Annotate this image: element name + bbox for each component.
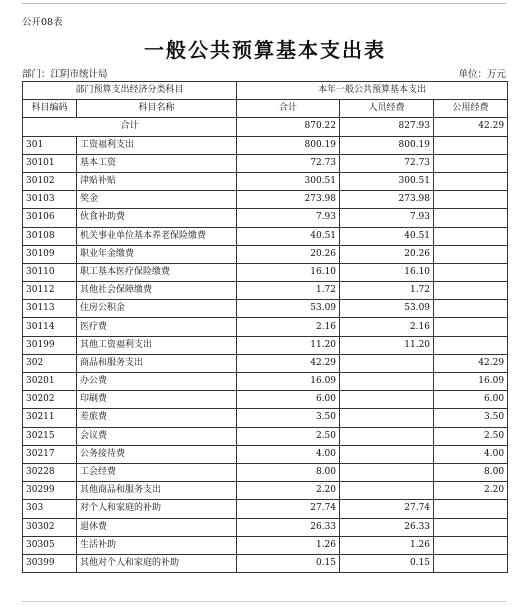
row-public: 4.00 (434, 445, 508, 463)
table-row (23, 427, 508, 445)
header-group-row (23, 82, 508, 100)
header-personnel: 人员经费 (340, 100, 434, 118)
row-code: 30103 (23, 191, 77, 209)
row-total: 6.00 (237, 391, 340, 409)
row-code: 30228 (23, 463, 77, 481)
row-total: 800.19 (237, 136, 340, 154)
row-name: 生活补助 (77, 536, 237, 554)
header-code: 科目编码 (23, 100, 77, 118)
table-row (23, 300, 508, 318)
row-total: 1.26 (237, 536, 340, 554)
row-total: 2.50 (237, 427, 340, 445)
row-code: 30101 (23, 154, 77, 172)
table-row (23, 227, 508, 245)
row-name: 职工基本医疗保险缴费 (77, 263, 237, 281)
row-code: 30113 (23, 300, 77, 318)
row-personnel (340, 391, 434, 409)
table-row (23, 391, 508, 409)
row-personnel: 27.74 (340, 500, 434, 518)
row-public: 2.50 (434, 427, 508, 445)
row-name: 住房公积金 (77, 300, 237, 318)
row-total: 20.26 (237, 245, 340, 263)
row-public (434, 209, 508, 227)
table-row (23, 209, 508, 227)
row-name: 印刷费 (77, 391, 237, 409)
row-total: 26.33 (237, 518, 340, 536)
department-label: 部门：江阴市统计局 (22, 69, 108, 80)
row-total: 27.74 (237, 500, 340, 518)
row-personnel: 20.26 (340, 245, 434, 263)
row-name: 公务接待费 (77, 445, 237, 463)
row-public: 3.50 (434, 409, 508, 427)
unit-label: 单位：万元 (458, 69, 506, 80)
row-name: 会议费 (77, 427, 237, 445)
row-name: 对个人和家庭的补助 (77, 500, 237, 518)
row-total: 3.50 (237, 409, 340, 427)
row-total: 11.20 (237, 336, 340, 354)
row-total: 42.29 (237, 354, 340, 372)
table-row (23, 336, 508, 354)
table-row (23, 518, 508, 536)
row-total: 2.20 (237, 482, 340, 500)
table-row (23, 500, 508, 518)
row-name: 工会经费 (77, 463, 237, 481)
row-personnel: 273.98 (340, 191, 434, 209)
row-name: 伙食补助费 (77, 209, 237, 227)
row-name: 其他工资福利支出 (77, 336, 237, 354)
header-group-basic-expenditure: 本年一般公共预算基本支出 (237, 82, 508, 100)
row-personnel (340, 463, 434, 481)
table-row (23, 373, 508, 391)
table-row (23, 172, 508, 190)
row-public (434, 136, 508, 154)
row-personnel: 800.19 (340, 136, 434, 154)
row-name: 其他商品和服务支出 (77, 482, 237, 500)
header-total: 合计 (237, 100, 340, 118)
row-personnel: 72.73 (340, 154, 434, 172)
total-row (23, 118, 508, 136)
table-row (23, 554, 508, 572)
row-code: 30110 (23, 263, 77, 281)
row-public: 16.09 (434, 373, 508, 391)
row-code: 30102 (23, 172, 77, 190)
row-name: 医疗费 (77, 318, 237, 336)
row-name: 其他社会保障缴费 (77, 282, 237, 300)
row-total: 16.10 (237, 263, 340, 281)
row-code: 30305 (23, 536, 77, 554)
row-public (434, 263, 508, 281)
row-total: 2.16 (237, 318, 340, 336)
expenditure-table (22, 81, 508, 573)
row-public (434, 336, 508, 354)
row-code: 30217 (23, 445, 77, 463)
row-code: 301 (23, 136, 77, 154)
table-row (23, 354, 508, 372)
row-personnel (340, 409, 434, 427)
table-row (23, 536, 508, 554)
table-row (23, 245, 508, 263)
row-code: 30201 (23, 373, 77, 391)
row-total: 300.51 (237, 172, 340, 190)
row-name: 机关事业单位基本养老保险缴费 (77, 227, 237, 245)
top-rule (22, 3, 506, 4)
row-total: 0.15 (237, 554, 340, 572)
header-column-row (23, 100, 508, 118)
header-group-economic-class: 部门预算支出经济分类科目 (23, 82, 237, 100)
row-public (434, 245, 508, 263)
table-row (23, 318, 508, 336)
row-personnel: 7.93 (340, 209, 434, 227)
table-row (23, 463, 508, 481)
row-public (434, 536, 508, 554)
row-public (434, 282, 508, 300)
row-personnel (340, 445, 434, 463)
row-public (434, 300, 508, 318)
row-total: 7.93 (237, 209, 340, 227)
bottom-rule (22, 601, 506, 602)
row-personnel: 1.26 (340, 536, 434, 554)
form-code: 公开08表 (22, 17, 63, 28)
row-public (434, 500, 508, 518)
row-code: 30114 (23, 318, 77, 336)
row-code: 30211 (23, 409, 77, 427)
row-public (434, 172, 508, 190)
row-total: 8.00 (237, 463, 340, 481)
table-row (23, 445, 508, 463)
row-personnel: 40.51 (340, 227, 434, 245)
row-public: 2.20 (434, 482, 508, 500)
row-name: 职业年金缴费 (77, 245, 237, 263)
table-row (23, 263, 508, 281)
row-total: 4.00 (237, 445, 340, 463)
row-name: 商品和服务支出 (77, 354, 237, 372)
row-total: 40.51 (237, 227, 340, 245)
row-code: 302 (23, 354, 77, 372)
row-name: 基本工资 (77, 154, 237, 172)
row-code: 30108 (23, 227, 77, 245)
row-code: 30299 (23, 482, 77, 500)
header-name: 科目名称 (77, 100, 237, 118)
row-public (434, 227, 508, 245)
row-code: 30302 (23, 518, 77, 536)
row-name: 差旅费 (77, 409, 237, 427)
row-code: 30399 (23, 554, 77, 572)
table-row (23, 136, 508, 154)
row-total: 16.09 (237, 373, 340, 391)
total-row-personnel: 827.93 (340, 118, 434, 136)
row-personnel: 1.72 (340, 282, 434, 300)
row-personnel: 26.33 (340, 518, 434, 536)
header-public: 公用经费 (434, 100, 508, 118)
table-row (23, 191, 508, 209)
row-personnel (340, 427, 434, 445)
row-code: 30106 (23, 209, 77, 227)
row-personnel: 16.10 (340, 263, 434, 281)
row-total: 53.09 (237, 300, 340, 318)
row-code: 30215 (23, 427, 77, 445)
row-name: 津贴补贴 (77, 172, 237, 190)
row-code: 303 (23, 500, 77, 518)
row-personnel: 11.20 (340, 336, 434, 354)
row-name: 奖金 (77, 191, 237, 209)
row-personnel (340, 482, 434, 500)
row-code: 30112 (23, 282, 77, 300)
row-code: 30202 (23, 391, 77, 409)
page-title: 一般公共预算基本支出表 (144, 38, 386, 62)
row-total: 273.98 (237, 191, 340, 209)
row-personnel: 300.51 (340, 172, 434, 190)
row-public (434, 554, 508, 572)
row-personnel (340, 354, 434, 372)
row-personnel (340, 373, 434, 391)
table-row (23, 409, 508, 427)
row-public (434, 191, 508, 209)
row-name: 办公费 (77, 373, 237, 391)
row-total: 1.72 (237, 282, 340, 300)
row-public: 6.00 (434, 391, 508, 409)
row-public: 42.29 (434, 354, 508, 372)
row-name: 退休费 (77, 518, 237, 536)
row-personnel: 0.15 (340, 554, 434, 572)
table-row (23, 154, 508, 172)
row-public: 8.00 (434, 463, 508, 481)
row-code: 30199 (23, 336, 77, 354)
table-row (23, 282, 508, 300)
total-row-public: 42.29 (434, 118, 508, 136)
total-row-total: 870.22 (237, 118, 340, 136)
total-row-label: 合计 (23, 118, 237, 136)
row-name: 工资福利支出 (77, 136, 237, 154)
row-total: 72.73 (237, 154, 340, 172)
row-public (434, 518, 508, 536)
row-code: 30109 (23, 245, 77, 263)
row-personnel: 53.09 (340, 300, 434, 318)
row-public (434, 154, 508, 172)
row-personnel: 2.16 (340, 318, 434, 336)
row-public (434, 318, 508, 336)
table-row (23, 482, 508, 500)
row-name: 其他对个人和家庭的补助 (77, 554, 237, 572)
